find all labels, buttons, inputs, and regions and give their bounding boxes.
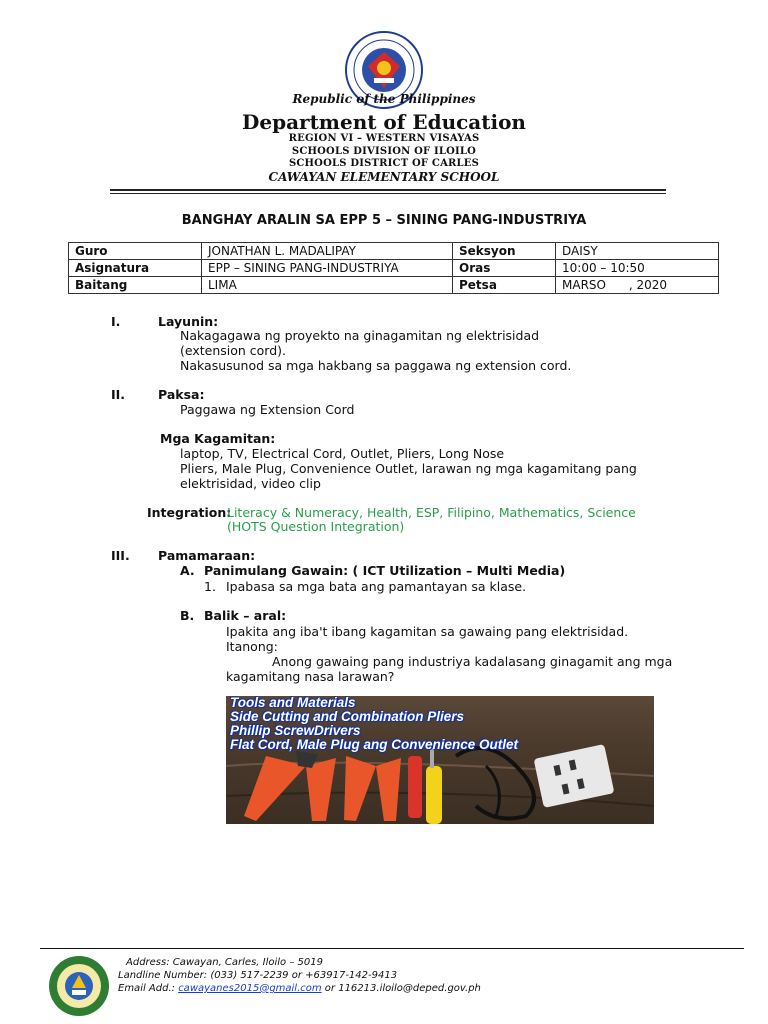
table-value: EPP – SINING PANG-INDUSTRIYA <box>202 260 453 277</box>
photo-caption-line: Tools and Materials <box>230 696 356 710</box>
body-line: kagamitang nasa larawan? <box>226 669 395 684</box>
district-line: SCHOOLS DISTRICT OF CARLES <box>288 158 480 169</box>
region-line: REGION VI – WESTERN VISAYAS <box>288 133 480 144</box>
item-heading: Balik – aral: <box>204 608 287 623</box>
body-line: laptop, TV, Electrical Cord, Outlet, Pliers, Long Nose <box>180 446 505 461</box>
integration-line: Literacy & Numeracy, Health, ESP, Filipino, Mathematics, Science <box>227 505 636 520</box>
body-line: Ipabasa sa mga bata ang pamantayan sa klase. <box>226 579 527 594</box>
body-line: (extension cord). <box>180 343 287 358</box>
body-line: Ipakita ang iba't ibang kagamitan sa gawaing pang elektrisidad. <box>226 624 629 639</box>
footer-address: Address: Cawayan, Carles, Iloilo – 5019 <box>126 957 323 968</box>
department-line: Department of Education <box>242 110 526 134</box>
item-letter: A. <box>180 563 195 578</box>
item-letter: B. <box>180 608 195 623</box>
body-line: Nakasusunod sa mga hakbang sa paggawa ng extension cord. <box>180 358 572 373</box>
table-label: Petsa <box>453 277 556 294</box>
body-line: Pliers, Male Plug, Convenience Outlet, larawan ng mga kagamitang pang <box>180 461 637 476</box>
table-value: LIMA <box>202 277 453 294</box>
table-label: Asignatura <box>69 260 202 277</box>
body-line: Itanong: <box>226 639 278 654</box>
table-row <box>69 243 719 260</box>
republic-line: Republic of the Philippines <box>292 92 476 106</box>
photo-caption-line: Side Cutting and Combination Pliers <box>230 709 465 724</box>
table-label: Oras <box>453 260 556 277</box>
email-link[interactable]: cawayanes2015@gmail.com <box>178 983 322 994</box>
table-row <box>69 277 719 294</box>
integration-heading: Integration: <box>147 505 232 520</box>
header-rule-thin <box>110 193 666 194</box>
body-line: elektrisidad, video clip <box>180 476 321 491</box>
table-row <box>69 260 719 277</box>
item-number: 1. <box>204 579 216 594</box>
school-logo <box>48 955 110 1017</box>
footer-email-label: Email Add.: <box>118 983 179 994</box>
table-label: Guro <box>69 243 202 260</box>
photo-caption-line: Phillip ScrewDrivers <box>230 723 361 738</box>
body-line: Nakagagawa ng proyekto na ginagamitan ng elektrisidad <box>180 328 540 343</box>
division-line: SCHOOLS DIVISION OF ILOILO <box>291 146 477 157</box>
lesson-plan-title: BANGHAY ARALIN SA EPP 5 – SINING PANG-INDUSTRIYA <box>181 213 587 228</box>
tools-photo <box>226 696 654 824</box>
footer-email <box>118 982 481 995</box>
section-number: I. <box>111 314 121 329</box>
table-value: 10:00 – 10:50 <box>556 260 719 277</box>
body-line: Anong gawaing pang industriya kadalasang ginagamit ang mga <box>272 654 673 669</box>
table-label: Baitang <box>69 277 202 294</box>
integration-line: (HOTS Question Integration) <box>227 519 405 534</box>
table-value: JONATHAN L. MADALIPAY <box>202 243 453 260</box>
footer-rule <box>40 948 744 949</box>
footer-email-rest: or 116213.iloilo@deped.gov.ph <box>321 983 481 994</box>
item-heading: Panimulang Gawain: ( ICT Utilization – Multi Media) <box>204 563 566 578</box>
header-rule <box>110 189 666 191</box>
photo-caption-line: Flat Cord, Male Plug ang Convenience Outlet <box>230 737 519 752</box>
table-value: MARSO , 2020 <box>556 277 719 294</box>
section-heading: Layunin: <box>158 314 219 329</box>
subsection-heading: Mga Kagamitan: <box>160 431 276 446</box>
table-label: Seksyon <box>453 243 556 260</box>
footer-landline: Landline Number: (033) 517-2239 or +63917-142-9413 <box>118 970 398 981</box>
section-heading: Paksa: <box>158 387 205 402</box>
section-number: II. <box>111 387 126 402</box>
info-table <box>68 242 719 294</box>
section-number: III. <box>111 548 130 563</box>
table-value: DAISY <box>556 243 719 260</box>
section-heading: Pamamaraan: <box>158 548 256 563</box>
body-line: Paggawa ng Extension Cord <box>180 402 355 417</box>
school-name: CAWAYAN ELEMENTARY SCHOOL <box>268 170 500 184</box>
